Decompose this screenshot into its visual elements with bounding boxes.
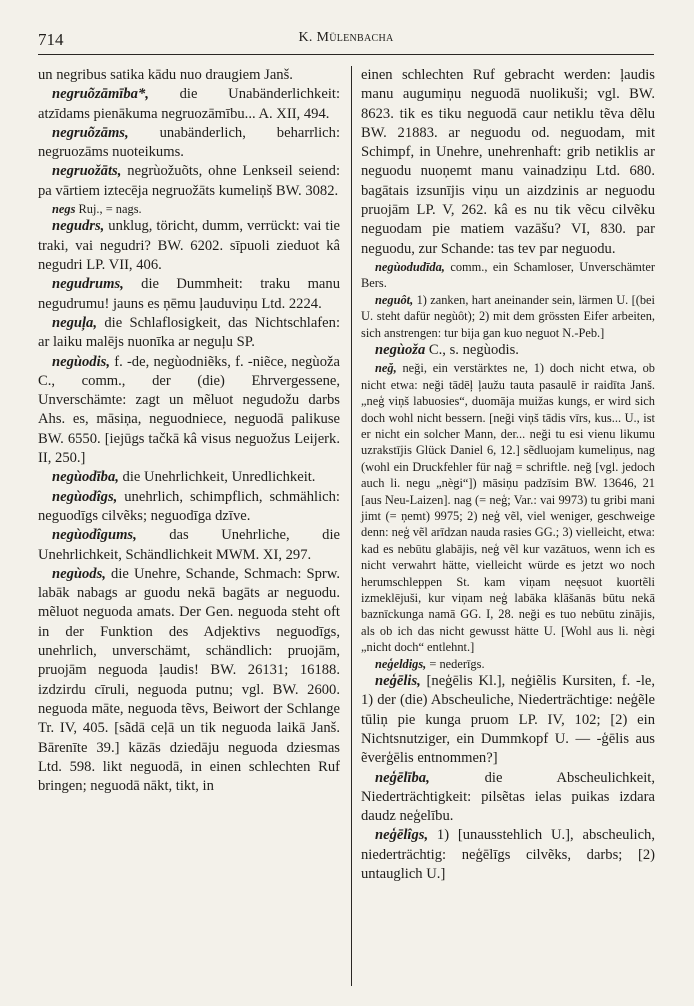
dictionary-entry bbox=[361, 826, 655, 884]
entry-body: neği, ein verstärktes ne, 1) doch nicht etwa, ob nicht etwa: neği tādēļ ļaužu tauta pasaulē ir raidīta Janš. „neģ viņš labuosies“, duomāja muižas kungs, er wird sich doch wohl nicht bessern. [neği viņš tādis vīrs, kus... U., ist er nicht ein solcher Mann, der... neği tu esi vienu likumu uzrakstījis Glück Daniel 6, 12.] sẽdluojam kumeliņus, nag (wohl ein Druckfehler für nağ = schriftle. neğ [vgl. jedoch auch li. negu „nègi“]) māsiņu padzīsim BW. 13646, 21 [aus Neu-Laizen]. nag (= neģ; Var.: vai 9973) tu gribi mani jimt (= ņemt) 9975; 2) neģ vẽl, viel weniger, geschweige denn: neģ vẽl arīdzan nauda rasies GG.; 3) vielleicht, etwa: kad es nebūtu glabājis, neģ vẽl kur vazātuos, wenn ich es nicht verwahrt hätte, vielleicht würde es jetzt wo noch herumschleppen St. kam viņam neęsuot kuortẽli izmeklējuši, kur viņam neģ labāka klāšanās būtu nekā baznīckunga namā GG. I, 28. neği es tuo nebūtu zinājis, als ob ich das nicht gewusst hätte U. [Wohl aus li. nègi „nicht doch“ entlehnt.] bbox=[361, 361, 655, 655]
entry-headword: negruõzāmība*, bbox=[52, 86, 149, 103]
dictionary-entry bbox=[38, 526, 340, 565]
entry-headword: negùods, bbox=[52, 565, 106, 582]
column-divider bbox=[351, 66, 352, 986]
running-head: K. Mülenbacha bbox=[298, 30, 394, 45]
entry-body: Ruj., = nags. bbox=[75, 202, 142, 217]
entry-headword: negùodudīda, bbox=[375, 259, 445, 274]
entry-body: die Unehre, Schande, Schmach: Sprw. labāk nabags ar guodu nekā bagāts ar neguodu. mẽluot neguoda amats. Der Gen. neguoda steht oft in der Funktion des Adjektivs neguodīgs, unehrlich, unverschämt, schändlich: pruojām, pruojām neguoda ļaudis! BW. 26131; 16188. izdzirdu cīruli, neguoda putnu; vgl. BW. 2600. neguoda māte, neguoda tẽvs, Beiwort der Schlange Tr. IV, 405. [sãdā ceļā un tik neguoda laikā Janš. Bārenīte 39.] kāzās dziedāju neguoda dziesmas Ltd. 598. likt neguodā, in einen schlechten Ruf bringen; neguodā nākt, tikt, in bbox=[38, 565, 340, 795]
entry-headword: neģēlîgs, bbox=[375, 827, 429, 844]
right-column bbox=[361, 66, 655, 884]
left-column bbox=[38, 66, 340, 796]
dictionary-entry bbox=[361, 341, 655, 360]
dictionary-entry bbox=[361, 360, 655, 655]
dictionary-entry bbox=[361, 66, 655, 259]
entry-body: das Unehrliche, die Unehrlichkeit, Schändlichkeit MWM. XI, 297. bbox=[38, 527, 340, 563]
entry-body: die Abscheulichkeit, Niederträchtigkeit: pilsẽtas ielas puikas izdara daudz neģelību. bbox=[361, 769, 655, 825]
entry-headword: negùodis, bbox=[52, 353, 110, 370]
entry-body: die Schlaflosigkeit, das Nichtschlafen: ar laiku malējs nuonīka ar neguļu SP. bbox=[38, 314, 340, 351]
entry-body: die Dummheit: traku manu negudrumu! jauns es ņēmu ļauduviņu Ltd. 2224. bbox=[38, 276, 340, 312]
entry-body: = nederīgs. bbox=[426, 656, 485, 671]
dictionary-entry bbox=[38, 314, 340, 353]
entry-headword: neģēlība, bbox=[375, 769, 430, 786]
entry-headword: negudrums, bbox=[52, 276, 124, 293]
entry-body: die Unabänderlichkeit: atzīdams pienākuma negruozāmību... A. XII, 494. bbox=[38, 86, 340, 122]
dictionary-entry bbox=[361, 656, 655, 672]
dictionary-entry bbox=[38, 217, 340, 275]
dictionary-entry bbox=[361, 292, 655, 341]
dictionary-entry bbox=[38, 85, 340, 124]
entry-headword: neģēlis, bbox=[375, 673, 421, 690]
entry-body: f. -de, negùodniẽks, f. -niẽce, negùoža C., comm., der (die) Ehrvergessene, Unverschämte: zagt un mẽluot negudožu darbs Ahs. es, māsiņa, neguodniece, neguodā palikuse BW. 6550. [iejūgs tačkā kâ visus neguožus Leijerk. II, 250.] bbox=[38, 353, 340, 467]
entry-body: unklug, töricht, dumm, verrückt: vai tie traki, vai negudri? BW. 6202. sīpuoli zieduot kâ negudri LP. VII, 406. bbox=[38, 218, 340, 274]
entry-body: 1) [unausstehlich U.], abscheulich, niederträchtig: neģēlīgs cilvẽks, darbs; [2) untauglich U.] bbox=[361, 827, 655, 882]
entry-body: un negribus satika kādu nuo draugiem Janš. bbox=[38, 67, 293, 83]
dictionary-entry bbox=[38, 66, 340, 85]
dictionary-entry bbox=[361, 769, 655, 827]
dictionary-entry bbox=[38, 353, 340, 469]
entry-body: die Unehrlichkeit, Unredlichkeit. bbox=[118, 469, 316, 486]
entry-body: C., s. negùodis. bbox=[425, 342, 519, 358]
entry-headword: negùodība, bbox=[52, 469, 119, 486]
page-header bbox=[38, 30, 654, 52]
page-number: 714 bbox=[38, 30, 64, 49]
entry-body: [neģēlis Kl.], neģiẽlis Kursiten, f. -le, 1) der (die) Abscheuliche, Niederträchtige: neģẽle tūliņ pie kunga pruom LP. IV, 102; [2) ein Nichtsnutziger, ein Dummkopf U. — -ģēlis aus ẽverģēlis entnommen?] bbox=[361, 673, 655, 767]
dictionary-entry bbox=[38, 468, 340, 487]
entry-body: negrùožuõts, ohne Lenkseil seiend: pa vārtiem iztecēja negruožāts kumeliņš BW. 3082. bbox=[38, 163, 340, 199]
entry-headword: neguôt, bbox=[375, 292, 414, 307]
entry-headword: negùoža bbox=[375, 342, 426, 358]
dictionary-entry bbox=[38, 124, 340, 163]
entry-body: unehrlich, schimpflich, schmählich: neguodīgs cilvẽks; neguodīga dzīve. bbox=[38, 488, 340, 524]
dictionary-entry bbox=[38, 565, 340, 797]
dictionary-entry bbox=[38, 275, 340, 314]
entry-headword: negruožāts, bbox=[52, 163, 122, 180]
dictionary-entry bbox=[38, 162, 340, 201]
entry-headword: negruõzāms, bbox=[52, 124, 129, 141]
entry-body: einen schlechten Ruf gebracht werden: ļaudis manu augumiņu neguodā nuolikuši; vgl. BW. 8623. tik es tiku neguodā caur netiklu tẽva dẽlu BW. 21883. ar neguodu od. neguodam, mit Schimpf, in Unehre, unehrenhaft: grib netiklis ar neguodu nuoņemt manu vainadziņu Ltd. 680. bagātais izsunījis viņu un aizdzinis ar neguodu pruojām LP. V, 262. kâ es nu tik vẽcu cilvẽku neguodam pie matiem vazāšu? VI, 830. par neguodu, zur Schande: tas tev par neguodu. bbox=[361, 67, 655, 257]
entry-body: 1) zanken, hart aneinander sein, lärmen U. [(bei U. steht dafür negùôt); 2) mit dem grössten Eifer arbeiten, sich anstrengen: tur bija gan kuo neguot N.-Peb.] bbox=[361, 292, 655, 340]
entry-headword: neguļa, bbox=[52, 314, 98, 331]
header-rule bbox=[38, 54, 654, 55]
dictionary-entry bbox=[361, 259, 655, 292]
dictionary-entry bbox=[38, 488, 340, 527]
dictionary-entry bbox=[361, 672, 655, 768]
dictionary-entry bbox=[38, 201, 340, 217]
entry-headword: negùodîgums, bbox=[52, 527, 137, 544]
entry-headword: negudrs, bbox=[52, 218, 105, 235]
entry-body: unabänderlich, beharrlich: negruozāms nuoteikums. bbox=[38, 124, 340, 161]
entry-headword: negs bbox=[52, 202, 76, 217]
entry-body: comm., ein Schamloser, Unverschämter Bers. bbox=[361, 259, 655, 291]
entry-headword: neģeldigs, bbox=[375, 656, 427, 671]
entry-headword: negùodîgs, bbox=[52, 488, 118, 505]
entry-headword: neğ, bbox=[375, 361, 397, 376]
